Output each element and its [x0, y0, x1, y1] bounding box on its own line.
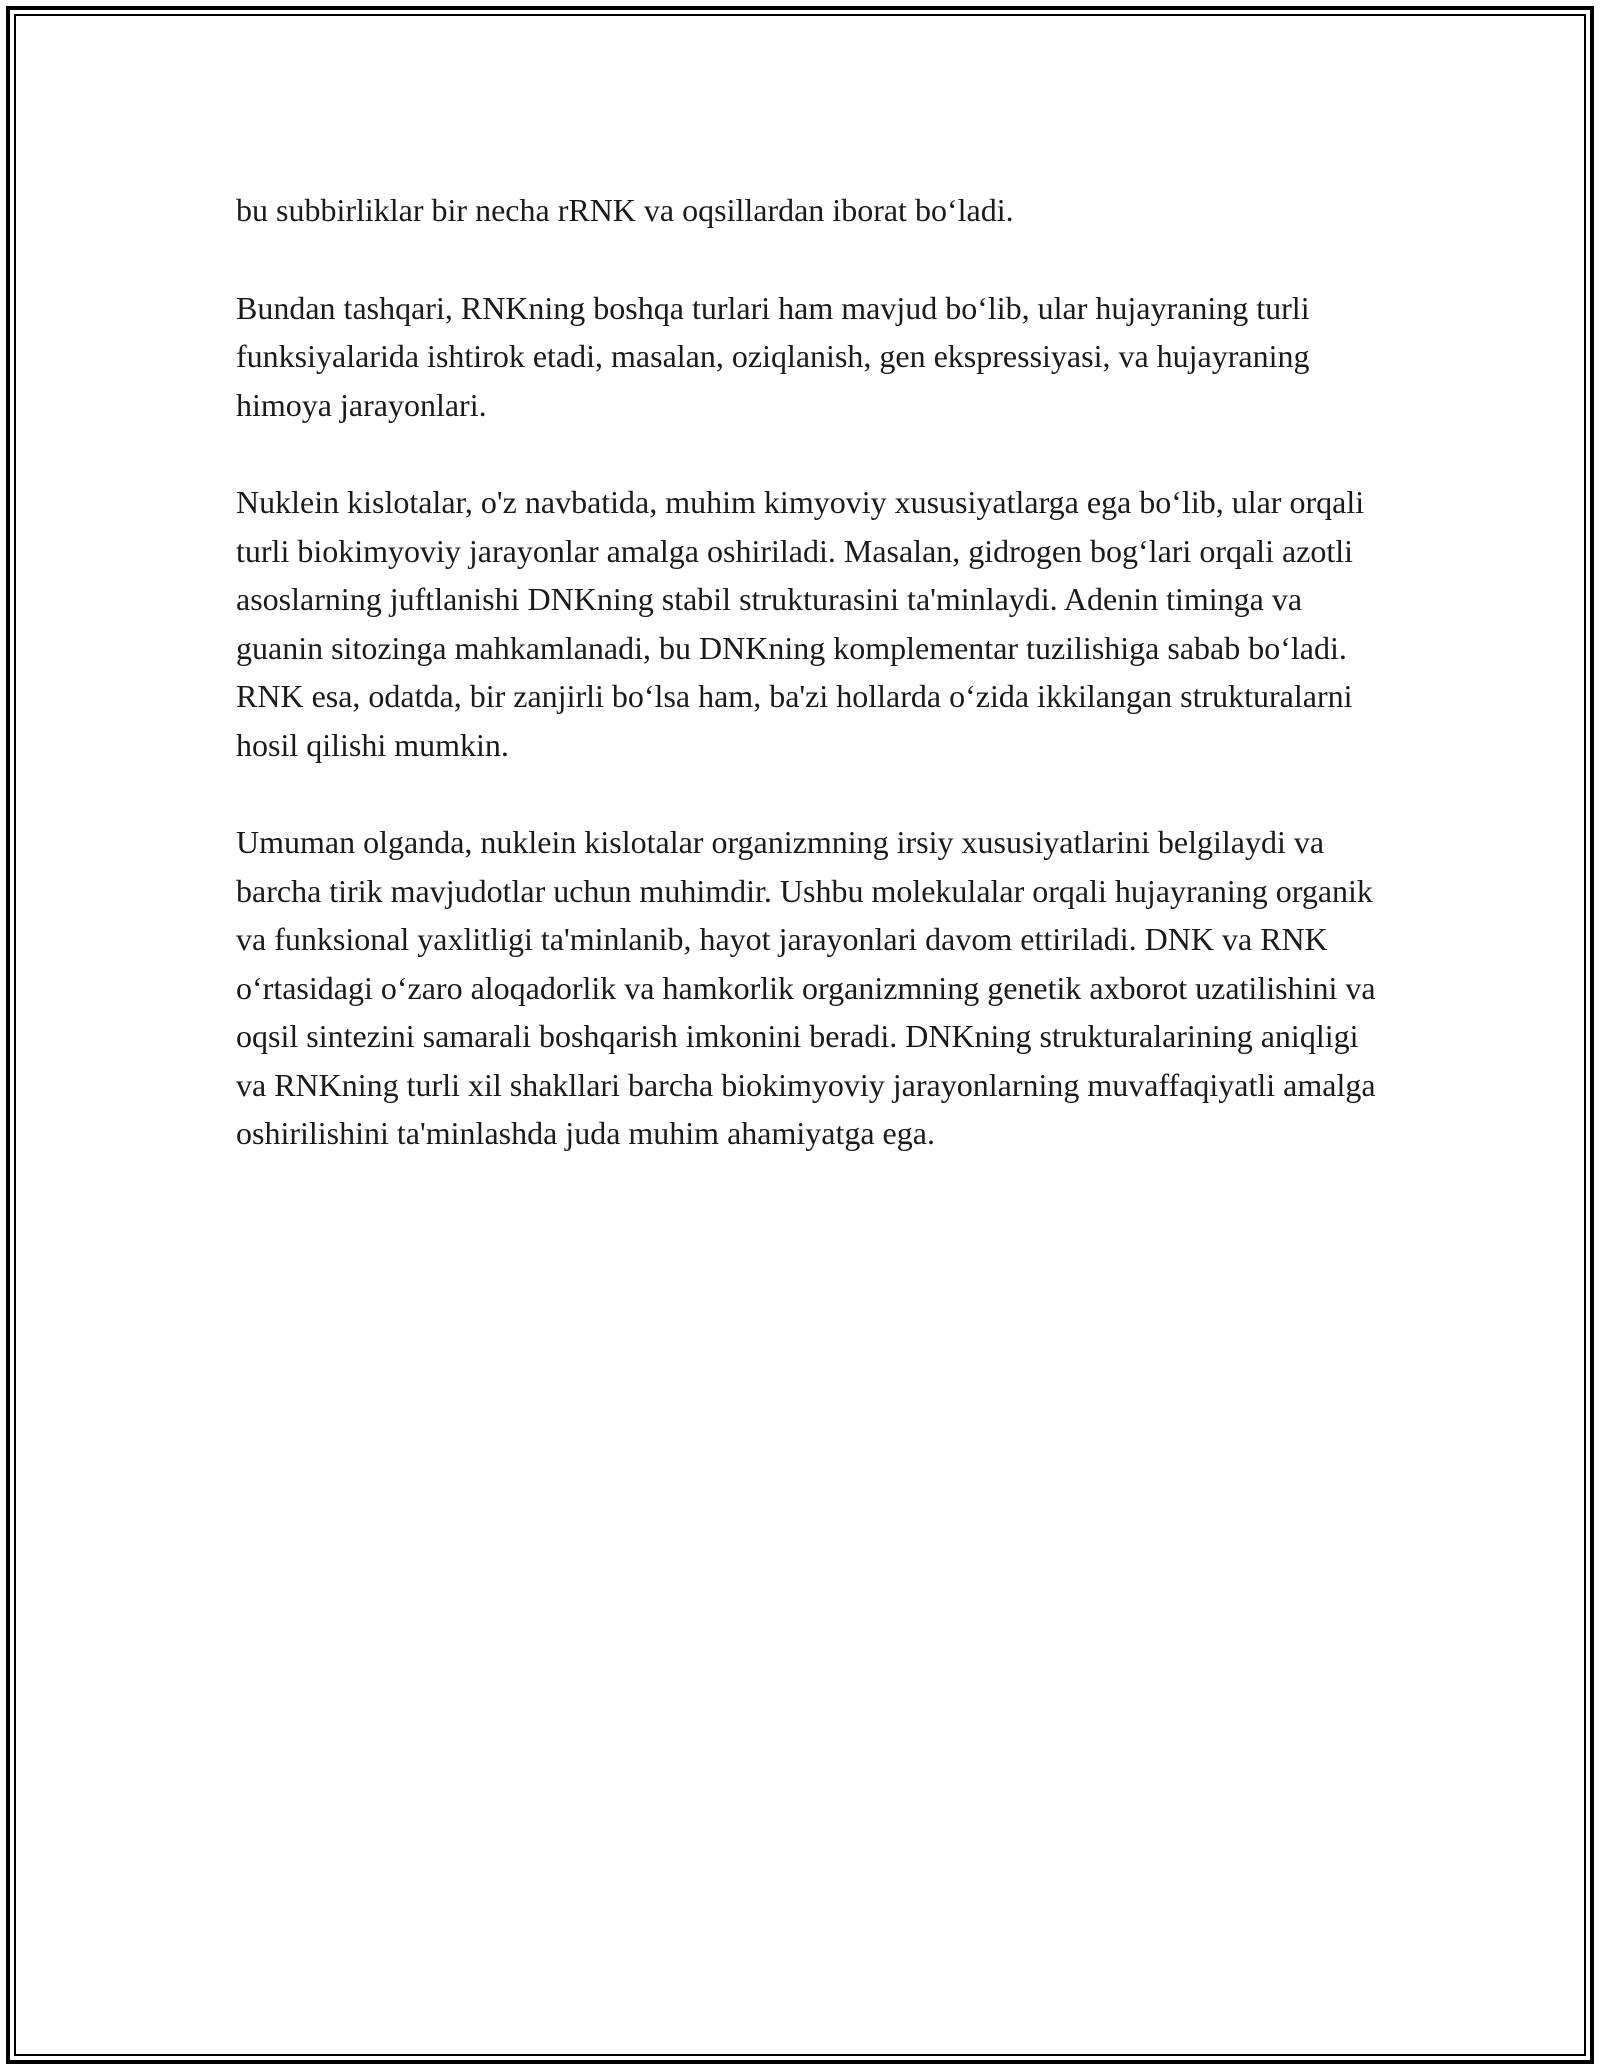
- paragraph-1: bu subbirliklar bir necha rRNK va oqsillardan iborat bo‘ladi.: [236, 192, 1014, 228]
- paragraph-3: Nuklein kislotalar, o'z navbatida, muhim kimyoviy xususiyatlarga ega bo‘lib, ular orqali turli biokimyoviy jarayonlar amalga oshiriladi. Masalan, gidrogen bog‘lari orqali azotli asoslarning juftlanishi DNKning stabil strukturasini ta'minlaydi. Adenin timinga va guanin sitozinga mahkamlanadi, bu DNKning komplementar tuzilishiga sabab bo‘ladi. RNK esa, odatda, bir zanjirli bo‘lsa ham, ba'zi hollarda o‘zida ikkilangan strukturalarni hosil qilishi mumkin.: [236, 484, 1365, 763]
- paragraph-4: Umuman olganda, nuklein kislotalar organizmning irsiy xususiyatlarini belgilaydi va barcha tirik mavjudotlar uchun muhimdir. Ushbu molekulalar orqali hujayraning organik va funksional yaxlitligi ta'minlanib, hayot jarayonlari davom ettiriladi. DNK va RNK o‘rtasidagi o‘zaro aloqadorlik va hamkorlik organizmning genetik axborot uzatilishini va oqsil sintezini samarali boshqarish imkonini beradi. DNKning strukturalarining aniqligi va RNKning turli xil shakllari barcha biokimyoviy jarayonlarning muvaffaqiyatli amalga oshirilishini ta'minlashda juda muhim ahamiyatga ega.: [236, 824, 1376, 1151]
- paragraph-2: Bundan tashqari, RNKning boshqa turlari ham mavjud bo‘lib, ular hujayraning turli funksiyalarida ishtirok etadi, masalan, oziqlanish, gen ekspressiyasi, va hujayraning himoya jarayonlari.: [236, 289, 1310, 423]
- document-body: [236, 186, 1376, 1207]
